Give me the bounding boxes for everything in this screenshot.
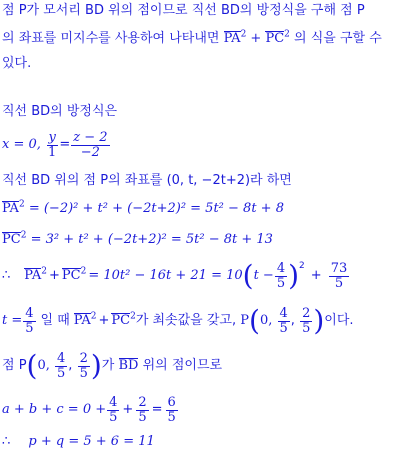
line-equation: x = 0, $\frac{y}{1}$ = $\frac{z - 2}{-2}$ [2,129,108,160]
problem-line-2 [2,30,382,48]
minimum-line: t = $\frac{4}{5}$ 일 때 $PA^2$ + $PC^2$ 가 최솟값을 갖고, P ( 0, $\frac{4}{5}$ , $\frac{2}{5}$ ) 이다. [2,304,354,337]
fraction-z-minus-2: $\frac{z - 2}{-2}$ [73,129,108,160]
pa-pc-expression: $PA^2 + PC^2$ [223,29,290,46]
pc-squared-line: $PC^2 = 3^2 + t^2 + (-2t+2)^2 = 5t^2 - 8t + 13$ [2,230,273,247]
problem-text-1: 점 P가 모서리 BD 위의 점이므로 직선 BD의 방정식을 구해 점 P [2,3,365,18]
problem-text-2a: 의 좌표를 미지수를 사용하여 나타내면 [2,31,220,46]
problem-text-3: 있다. [2,56,32,71]
problem-line-1 [2,2,365,20]
pa-squared-line: $PA^2 = (-2)^2 + t^2 + (-2t+2)^2 = 5t^2 - 8t + 8$ [2,199,284,216]
point-line: 점 P ( 0, $\frac{4}{5}$ , $\frac{2}{5}$ ) 가 BD 위의 점이므로 [2,349,223,382]
problem-line-3 [2,55,31,73]
sum-squared-line: ∴ $PA^2$ + $PC^2$ = 10t² − 16t + 21 = 10 ( t − $\frac{4}{5}$ ) $^2$ + $\frac{73}{5}$ [2,259,348,292]
problem-text-2b: 의 식을 구할 수 [294,31,382,46]
sum-abc-line: a + b + c = 0 + $\frac{4}{5}$ + $\frac{2}{5}$ = $\frac{6}{5}$ [2,394,176,425]
coordinate-line: 직선 BD 위의 점 P의 좌표를 (0, t, −2t+2)라 하면 [2,173,292,188]
section-title: 직선 BD의 방정식은 [2,104,118,119]
fraction-y-over-1: $\frac{y}{1}$ [48,129,57,160]
final-answer-line: ∴ p + q = 5 + 6 = 11 [2,434,155,449]
